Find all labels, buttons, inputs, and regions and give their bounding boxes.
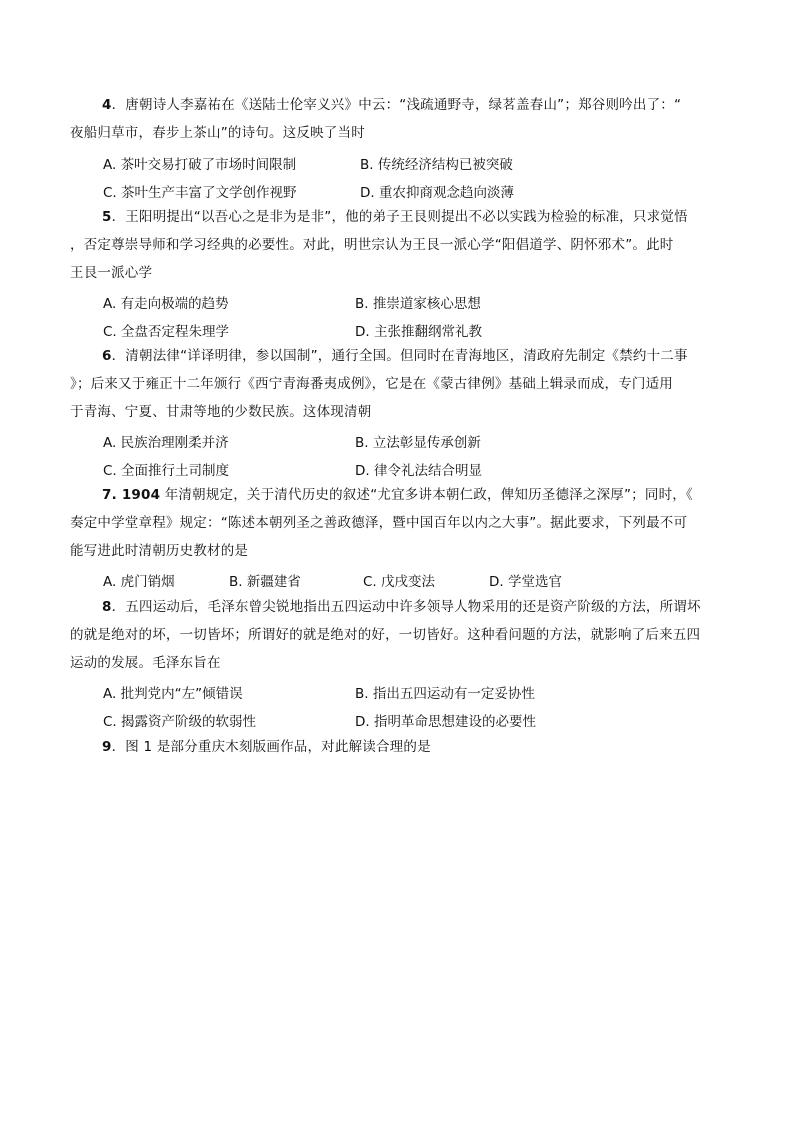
option-row [72, 429, 732, 457]
question-4 [72, 91, 732, 207]
option-row [72, 708, 732, 736]
question-line: 于青海、宁夏、甘肃等地的少数民族。这体现清朝 [70, 404, 372, 420]
option-row [72, 680, 732, 708]
option-c[interactable]: C. 揭露资产阶级的软弱性 [103, 714, 257, 730]
question-line: 9．图 1 是部分重庆木刻版画作品，对此解读合理的是 [102, 739, 431, 755]
option-c[interactable]: C. 茶叶生产丰富了文学创作视野 [103, 185, 297, 201]
option-a[interactable]: A. 批判党内“左”倾错误 [103, 686, 243, 702]
question-line: ，否定尊崇导师和学习经典的必要性。对此，明世宗认为王艮一派心学“阳倡道学、阴怀邪术”。此时 [70, 237, 674, 253]
question-number: 4 [102, 97, 112, 113]
option-a[interactable]: A. 茶叶交易打破了市场时间限制 [103, 157, 297, 173]
option-b[interactable]: B. 立法彰显传承创新 [355, 435, 481, 451]
question-7 [72, 481, 732, 596]
option-c[interactable]: C. 戊戌变法 [363, 574, 436, 590]
question-line: 》；后来又于雍正十二年颁行《西宁青海番夷成例》，它是在《蒙古律例》基础上辑录而成，专门适用 [70, 376, 673, 392]
question-line: 夜船归草市，春步上茶山”的诗句。这反映了当时 [70, 125, 365, 141]
option-d[interactable]: D. 主张推翻纲常礼教 [355, 324, 482, 340]
question-line: 8．五四运动后，毛泽东曾尖锐地指出五四运动中许多领导人物采用的还是资产阶级的方法，所谓坏 [102, 599, 701, 615]
question-line: 王艮一派心学 [70, 265, 153, 281]
option-row [72, 151, 732, 179]
option-b[interactable]: B. 新疆建省 [229, 574, 301, 590]
option-row [72, 568, 732, 596]
option-b[interactable]: B. 推崇道家核心思想 [355, 296, 481, 312]
question-8 [72, 593, 732, 736]
option-a[interactable]: A. 虎门销烟 [103, 574, 175, 590]
option-row [72, 290, 732, 318]
option-a[interactable]: A. 有走向极端的趋势 [103, 296, 229, 312]
option-c[interactable]: C. 全盘否定程朱理学 [103, 324, 230, 340]
option-c[interactable]: C. 全面推行土司制度 [103, 463, 230, 479]
question-line: 4．唐朝诗人李嘉祐在《送陆士伦宰义兴》中云：“浅疏通野寺，绿茗盖春山”；郑谷则吟出了：“ [102, 97, 682, 113]
question-line: 能写进此时清朝历史教材的是 [70, 543, 249, 559]
question-line: 5．王阳明提出“以吾心之是非为是非”，他的弟子王艮则提出不必以实践为检验的标准，只求觉悟 [102, 209, 688, 225]
question-number: 5 [102, 209, 112, 225]
question-line: 运动的发展。毛泽东旨在 [70, 655, 221, 671]
question-6 [72, 342, 732, 485]
option-b[interactable]: B. 传统经济结构已被突破 [360, 157, 513, 173]
question-line: 7. 1904 年清朝规定，关于清代历史的叙述“尤宜多讲本朝仁政，俾知历圣德泽之深厚”；同时，《 [102, 487, 693, 503]
option-a[interactable]: A. 民族治理刚柔并济 [103, 435, 229, 451]
question-number: 6 [102, 348, 112, 364]
option-d[interactable]: D. 学堂选官 [489, 574, 562, 590]
option-d[interactable]: D. 指明革命思想建设的必要性 [355, 714, 536, 730]
option-b[interactable]: B. 指出五四运动有一定妥协性 [355, 686, 535, 702]
option-d[interactable]: D. 律令礼法结合明显 [355, 463, 482, 479]
question-number: 7. 1904 [102, 487, 161, 503]
question-5 [72, 203, 732, 346]
question-number: 8 [102, 599, 112, 615]
option-d[interactable]: D. 重农抑商观念趋向淡薄 [360, 185, 514, 201]
question-number: 9 [102, 739, 112, 755]
question-line: 6．清朝法律“详译明律，参以国制”，通行全国。但同时在青海地区，清政府先制定《禁约十二事 [102, 348, 688, 364]
question-line: 奏定中学堂章程》规定：“陈述本朝列圣之善政德泽，暨中国百年以内之大事”。据此要求，下列最不可 [70, 515, 688, 531]
question-line: 的就是绝对的坏，一切皆坏；所谓好的就是绝对的好，一切皆好。这种看问题的方法，就影响了后来五四 [70, 627, 701, 643]
question-9 [72, 733, 732, 761]
